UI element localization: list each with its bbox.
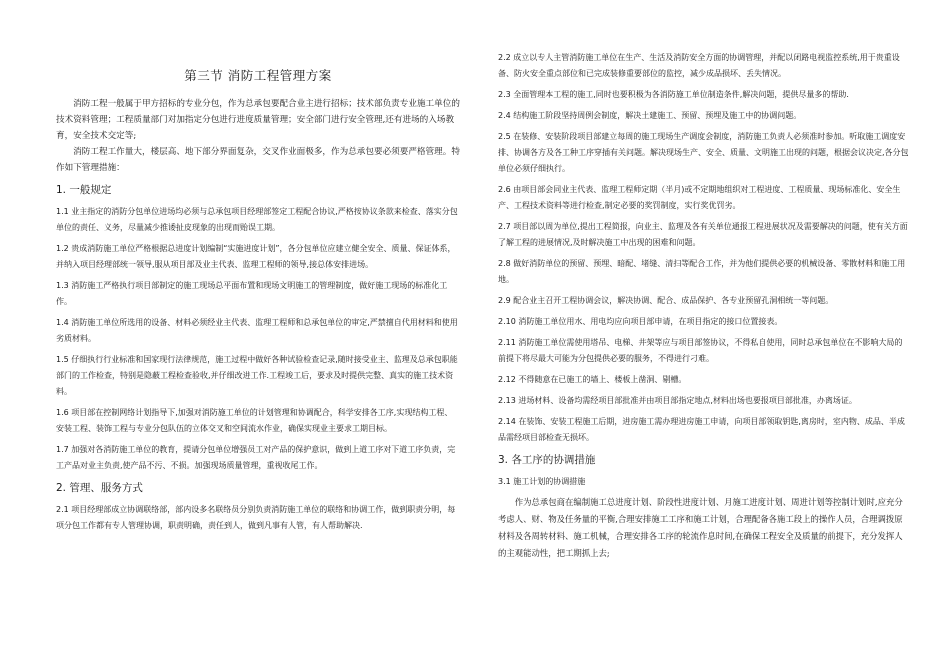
service-item: 2.12 不得随意在已施工的墙上、楼板上凿洞、剔槽。 bbox=[498, 375, 687, 384]
service-item: 2.2 成立以专人主管消防施工单位在生产、生活及消防安全方面的协调管理，并配以闭路电视监控系统,用于贵重设备、防火安全重点部位和已完成装修重要部位的监控，减少成品损坏、丢失情况。 bbox=[498, 53, 900, 78]
intro-paragraph: 消防工程一般属于甲方招标的专业分包，作为总承包要配合业主进行招标；技术部负责专业施工单位的技术资料管理；工程质量部门对加指定分包进行进度质量管理；安全部门进行安全管理,还有进场的入场教育，安全技术交定等; bbox=[56, 99, 460, 141]
service-item: 2.14 在装饰、安装工程施工后期，进房施工需办理进房施工申请，向项目部领取钥匙,离房时，室内物、成品、半成品需经项目部检查无损坏。 bbox=[498, 417, 905, 442]
rule-item: 1.3 消防施工严格执行项目部制定的施工现场总平面布置和现场文明施工的管理制度，做好施工现场的标准化工作。 bbox=[56, 281, 448, 306]
plan-coordination-paragraph: 作为总承包商在编制施工总进度计划、阶段性进度计划、月施工进度计划、周进计划等控制计划时,应充分考虑人、财、物及任务量的平衡,合理安排施工工序和施工计划，合理配备各施工段上的操作人员，合理调拨原材料及各周转材料、施工机械，合理安排各工序的轮流作息时间,在确保工程安全及质量的前提下，充分发挥人的主观能动性，把工期抓上去; bbox=[498, 497, 903, 558]
subheading-plan-coordination: 3.1 施工计划的协调措施 bbox=[498, 477, 586, 486]
service-item: 2.5 在装修、安装阶段项目部建立每周的施工现场生产调度会制度，消防施工负责人必须准时参加。听取施工调度安排、协调各方及各工种工序穿插有关问题。解决现场生产、安全、质量、文明施工出现的问题，根据会议决定,各分包单位必须仔细执行。 bbox=[498, 132, 909, 173]
service-item: 2.11 消防施工单位需使用塔吊、电梯、井架等应与项目部签协议，不得私自使用，同时总承包单位在不影响大局的前提下将尽最大可能为分包提供必要的服务，不得进行刁难。 bbox=[498, 338, 903, 363]
right-column bbox=[498, 0, 910, 562]
rule-item: 1.5 仔细执行行业标准和国家现行法律规范，施工过程中做好各种试验检查记录,随时接受业主、监理及总承包职能部门的工作检查，特别是隐蔽工程检查验收,并仔细改进工作.工程竣工后，要求及时提供完整、真实的施工技术资料。 bbox=[56, 355, 458, 396]
rule-item: 1.7 加强对各消防施工单位的教育，提请分包单位增强员工对产品的保护意识，做到上道工序对下道工序负责，完工产品对业主负责,使产品不污、不损。加强现场质量管理，重视收尾工作。 bbox=[56, 445, 456, 470]
rule-item: 1.2 贵成消防施工单位严格根据总进度计划编制“实施进度计划”，各分包单位应建立健全安全、质量、保证体系，并纳入项目经理部统一领导,服从项目部及业主代表、监理工程师的领导,接总体安排进场。 bbox=[56, 244, 456, 269]
rule-item: 1.4 消防施工单位所选用的设备、材料必须经业主代表、监理工程师和总承包单位的审定,严禁擅自代用材料和使用劣质材料。 bbox=[56, 318, 458, 343]
heading-process-coordination: 3. 各工序的协调措施 bbox=[498, 454, 596, 466]
rule-item: 1.1 业主指定的消防分包单位进场均必须与总承包项目经理部签定工程配合协议,严格按协议条款来检查、落实分包单位的责任、义务，尽量减少推诿扯皮现象的出现而贻误工期。 bbox=[56, 207, 458, 232]
service-item: 2.13 进场材料、设备均需经项目部批准并由项目部指定地点,材料出场也要报项目部批准，办离场证。 bbox=[498, 396, 857, 405]
left-column bbox=[56, 0, 460, 539]
rule-item: 1.6 项目部在控制网络计划指导下,加强对消防施工单位的计划管理和协调配合，科学安排各工序,实现结构工程、安装工程、装饰工程与专业分包队伍的立体交叉和空间流水作业，确保实现业主要求工期目标。 bbox=[56, 408, 453, 433]
service-item: 2.1 项目经理部成立协调联络部，部内设多名联络员分别负责消防施工单位的联络和协调工作，做到职责分明，每项分包工作都有专人管理协调，职责明确，责任到人，做到凡事有人管，有人帮助解决. bbox=[56, 505, 456, 530]
service-item: 2.7 项目部以周为单位,提出工程简报，向业主、监理及各有关单位通报工程进展状况及需要解决的问题，使有关方面了解工程的进展情况,及时解决施工中出现的困难和问题。 bbox=[498, 222, 908, 247]
service-item: 2.9 配合业主召开工程协调会议，解决协调、配合、成品保护、各专业预留孔洞相统一等问题。 bbox=[498, 296, 834, 305]
service-item: 2.10 消防施工单位用水、用电均应向项目部申请，在项目指定的接口位置接表。 bbox=[498, 317, 783, 326]
service-item: 2.8 做好消防单位的预留、预埋、暗配、堵缝、清扫等配合工作，并为他们提供必要的机械设备、零散材料和施工用地。 bbox=[498, 259, 906, 284]
service-item: 2.4 结构施工阶段坚持周例会制度，解决土建施工、预留、预埋及施工中的协调问题。 bbox=[498, 111, 802, 120]
service-item: 2.6 由项目部会同业主代表、监理工程师定期（半月)或不定期地组织对工程进度、工程质量、现场标准化、安全生产、工程技术资料等进行检查,制定必要的奖罚制度，实行奖优罚劣。 bbox=[498, 185, 901, 210]
intro-paragraph: 消防工程工作量大，楼层高、地下部分界面复杂，交叉作业面极多，作为总承包要必须要严格管理。特作如下管理措施： bbox=[56, 147, 460, 173]
heading-management-service: 2. 管理、服务方式 bbox=[56, 482, 143, 494]
section-title: 第三节 消防工程管理方案 bbox=[184, 68, 332, 83]
heading-general-rules: 1. 一般规定 bbox=[56, 184, 112, 196]
service-item: 2.3 全面管理本工程的施工,同时也要积极为各消防施工单位制造条件,解决问题，提供尽量多的帮助. bbox=[498, 90, 849, 99]
